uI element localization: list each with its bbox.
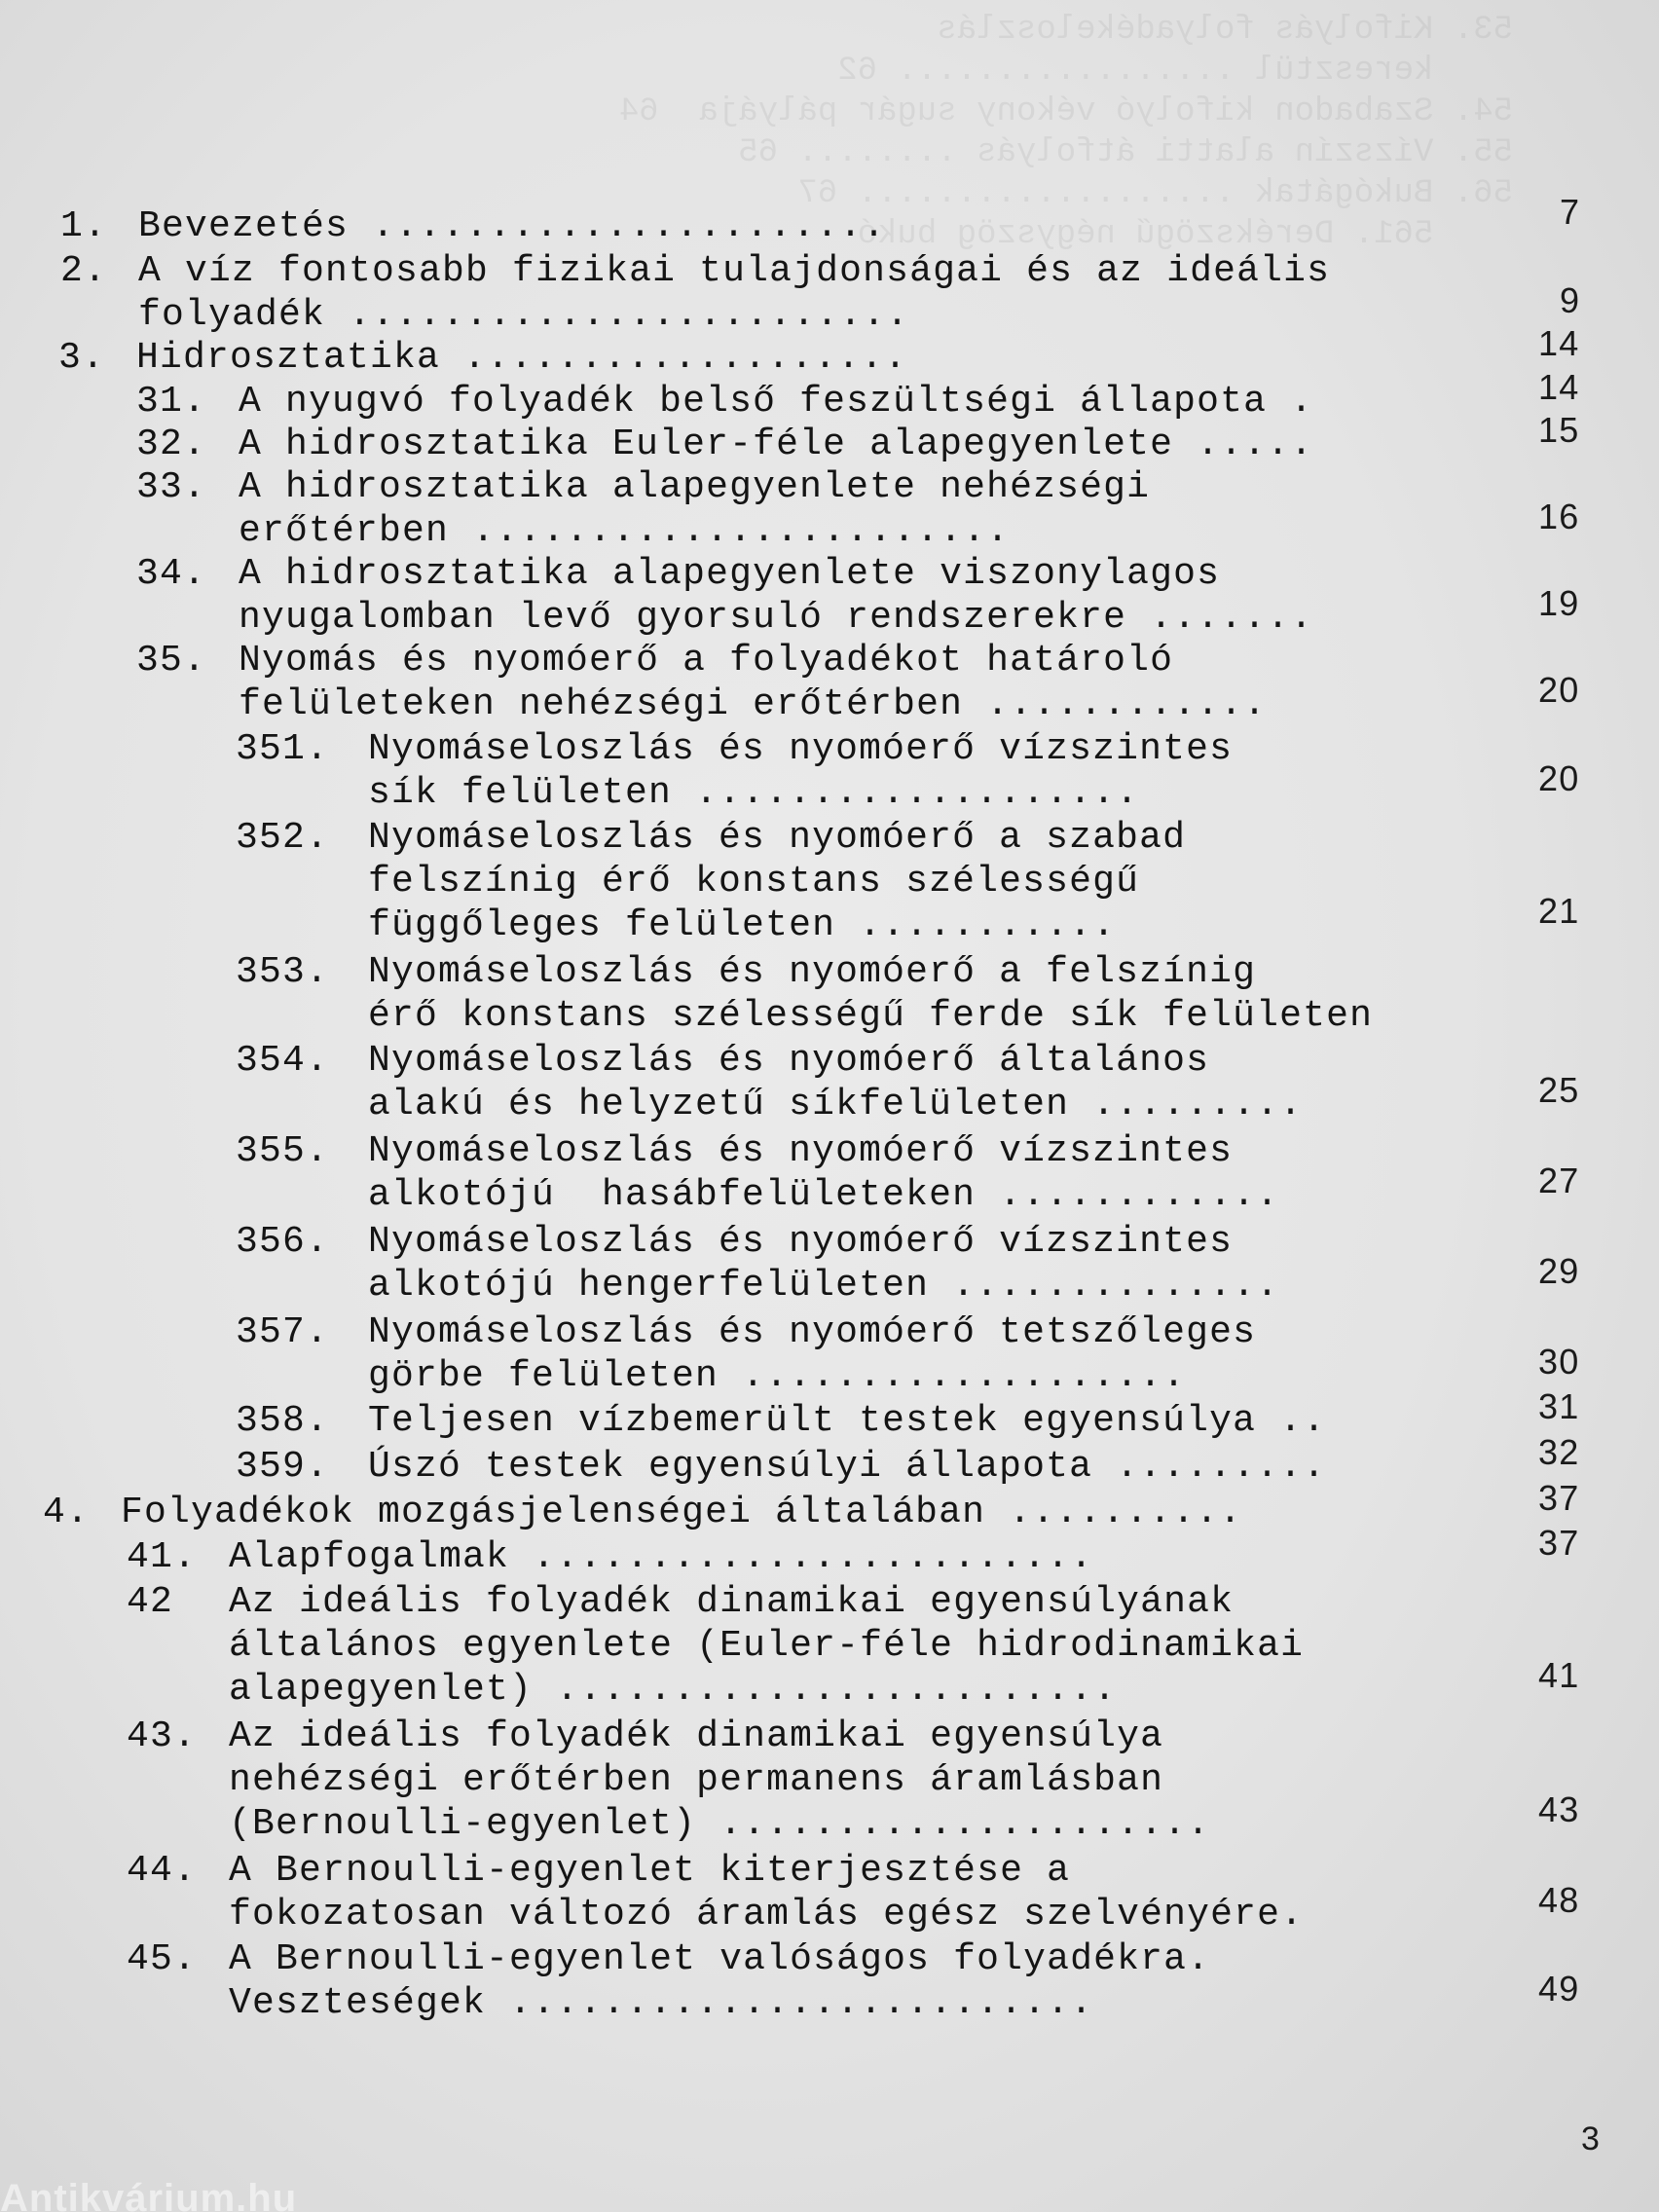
toc-entry-title-line: Nyomáseloszlás és nyomóerő vízszintes: [368, 1221, 1234, 1263]
toc-entry-page: 48: [1538, 1880, 1580, 1920]
toc-entry-number: 41.: [127, 1536, 198, 1578]
toc-entry-number: 357.: [236, 1311, 330, 1353]
toc-entry-page: 7: [1560, 192, 1581, 232]
toc-entry-page: 32: [1538, 1432, 1580, 1472]
toc-entry-number: 358.: [236, 1400, 330, 1442]
toc-entry-page: 31: [1538, 1386, 1580, 1426]
toc-entry-title-line: Hidrosztatika ...................: [136, 337, 908, 379]
toc-entry-title-line: Nyomáseloszlás és nyomóerő vízszintes: [368, 728, 1234, 770]
toc-entry-title-line: Nyomáseloszlás és nyomóerő a szabad: [368, 817, 1187, 859]
toc-entry-title-line: (Bernoulli-egyenlet) .....................: [229, 1803, 1211, 1845]
toc-entry-title-line: A hidrosztatika Euler-féle alapegyenlete .....: [239, 424, 1314, 465]
bleed-through-line: 561. Derékszögű négyszög bukó: [857, 216, 1513, 253]
toc-entry-page: 15: [1538, 410, 1580, 450]
toc-entry-number: 356.: [236, 1221, 330, 1263]
toc-entry-number: 45.: [127, 1938, 198, 1980]
toc-entry-title-line: Az ideális folyadék dinamikai egyensúlya: [229, 1715, 1164, 1757]
toc-entry-number: 351.: [236, 728, 330, 770]
toc-entry-title-line: nehézségi erőtérben permanens áramlásban: [229, 1759, 1164, 1801]
toc-entry-page: 20: [1538, 670, 1580, 710]
toc-entry-title-line: alapegyenlet) ........................: [229, 1669, 1118, 1711]
toc-entry-page: 37: [1538, 1523, 1580, 1563]
toc-entry-title-line: alakú és helyzetű síkfelületen .........: [368, 1084, 1304, 1125]
toc-entry-title-line: Nyomáseloszlás és nyomóerő tetszőleges: [368, 1311, 1257, 1353]
toc-entry-page: 21: [1538, 891, 1580, 931]
toc-entry-number: 352.: [236, 817, 330, 859]
toc-entry-page: 37: [1538, 1478, 1580, 1518]
toc-entry-number: 2.: [60, 250, 108, 292]
toc-entry-title-line: Nyomáseloszlás és nyomóerő általános: [368, 1040, 1210, 1082]
page-number: 3: [1581, 2120, 1600, 2157]
toc-entry-title-line: A Bernoulli-egyenlet valóságos folyadékra.: [229, 1938, 1211, 1980]
bleed-through-line: 53. Kifolyás folyadékeloszlás: [937, 12, 1513, 49]
toc-entry-number: 354.: [236, 1040, 330, 1082]
toc-entry-page: 30: [1538, 1342, 1580, 1382]
toc-entry-number: 43.: [127, 1715, 198, 1757]
toc-entry-page: 14: [1538, 367, 1580, 407]
toc-entry-title-line: A Bernoulli-egyenlet kiterjesztése a: [229, 1850, 1071, 1892]
toc-entry-title-line: A nyugvó folyadék belső feszültségi állapota .: [239, 381, 1314, 423]
toc-entry-number: 1.: [60, 205, 108, 247]
bleed-through-line: 56. Bukógátak ................... 67: [797, 175, 1513, 212]
toc-entry-page: 41: [1538, 1655, 1580, 1695]
toc-entry-title-line: Nyomáseloszlás és nyomóerő vízszintes: [368, 1130, 1234, 1172]
toc-entry-number: 42: [127, 1581, 174, 1623]
toc-entry-title-line: Teljesen vízbemerült testek egyensúlya ..: [368, 1400, 1327, 1442]
toc-entry-title-line: Úszó testek egyensúlyi állapota .........: [368, 1446, 1327, 1488]
toc-entry-title-line: alkotójú hengerfelületen ..............: [368, 1265, 1280, 1307]
toc-entry-title-line: erőtérben .......................: [239, 510, 1011, 552]
toc-entry-title-line: Az ideális folyadék dinamikai egyensúlyának: [229, 1581, 1235, 1623]
toc-entry-number: 35.: [136, 640, 207, 682]
toc-entry-number: 33.: [136, 466, 207, 508]
toc-entry-title-line: Alapfogalmak ........................: [229, 1536, 1094, 1578]
toc-entry-number: 32.: [136, 424, 207, 465]
toc-entry-page: 19: [1538, 583, 1580, 623]
toc-entry-title-line: alkotójú hasábfelületeken ............: [368, 1174, 1280, 1216]
toc-entry-title-line: A hidrosztatika alapegyenlete nehézségi: [239, 466, 1151, 508]
toc-entry-page: 16: [1538, 497, 1580, 536]
toc-entry-title-line: fokozatosan változó áramlás egész szelvényére.: [229, 1894, 1305, 1936]
toc-entry-title-line: felületeken nehézségi erőtérben ............: [239, 683, 1268, 725]
toc-entry-title-line: A hidrosztatika alapegyenlete viszonylagos: [239, 553, 1221, 595]
bleed-through-line: keresztül ................. 62: [837, 53, 1513, 90]
bleed-through-line: 55. Vízszín alatti átfolyás ........ 65: [738, 134, 1513, 171]
toc-entry-number: 355.: [236, 1130, 330, 1172]
toc-entry-page: 20: [1538, 758, 1580, 798]
toc-entry-number: 4.: [43, 1492, 91, 1533]
toc-entry-title-line: Bevezetés ......................: [138, 205, 887, 247]
toc-entry-title-line: nyugalomban levő gyorsuló rendszerekre .......: [239, 597, 1314, 639]
toc-entry-title-line: általános egyenlete (Euler-féle hidrodinamikai: [229, 1625, 1305, 1667]
toc-entry-title-line: érő konstans szélességű ferde sík felületen: [368, 995, 1374, 1037]
toc-entry-number: 31.: [136, 381, 207, 423]
toc-entry-page: 9: [1560, 280, 1581, 320]
toc-entry-number: 353.: [236, 951, 330, 993]
toc-entry-title-line: függőleges felületen ...........: [368, 904, 1117, 946]
toc-entry-number: 359.: [236, 1446, 330, 1488]
toc-entry-title-line: Folyadékok mozgásjelenségei általában ..........: [121, 1492, 1243, 1533]
toc-entry-page: 25: [1538, 1070, 1580, 1110]
toc-entry-title-line: görbe felületen ...................: [368, 1355, 1187, 1397]
toc-entry-title-line: Veszteségek .........................: [229, 1982, 1094, 2024]
toc-entry-number: 3.: [58, 337, 106, 379]
toc-entry-page: 29: [1538, 1251, 1580, 1291]
toc-entry-page: 49: [1538, 1969, 1580, 2009]
toc-entry-page: 43: [1538, 1789, 1580, 1829]
toc-entry-page: 14: [1538, 323, 1580, 363]
watermark: Antikvárium.hu: [0, 2177, 298, 2212]
toc-entry-title-line: A víz fontosabb fizikai tulajdonságai és az ideális: [138, 250, 1331, 292]
bleed-through-line: 54. Szabadon kifolyó vékony sugár pályája 64: [618, 93, 1513, 130]
toc-entry-number: 34.: [136, 553, 207, 595]
toc-entry-page: 27: [1538, 1161, 1580, 1200]
toc-entry-title-line: felszínig érő konstans szélességű: [368, 861, 1140, 903]
toc-entry-title-line: folyadék ........................: [138, 294, 910, 336]
toc-entry-title-line: sík felületen ...................: [368, 772, 1140, 814]
toc-entry-title-line: Nyomáseloszlás és nyomóerő a felszínig: [368, 951, 1257, 993]
toc-entry-title-line: Nyomás és nyomóerő a folyadékot határoló: [239, 640, 1174, 682]
toc-entry-number: 44.: [127, 1850, 198, 1892]
